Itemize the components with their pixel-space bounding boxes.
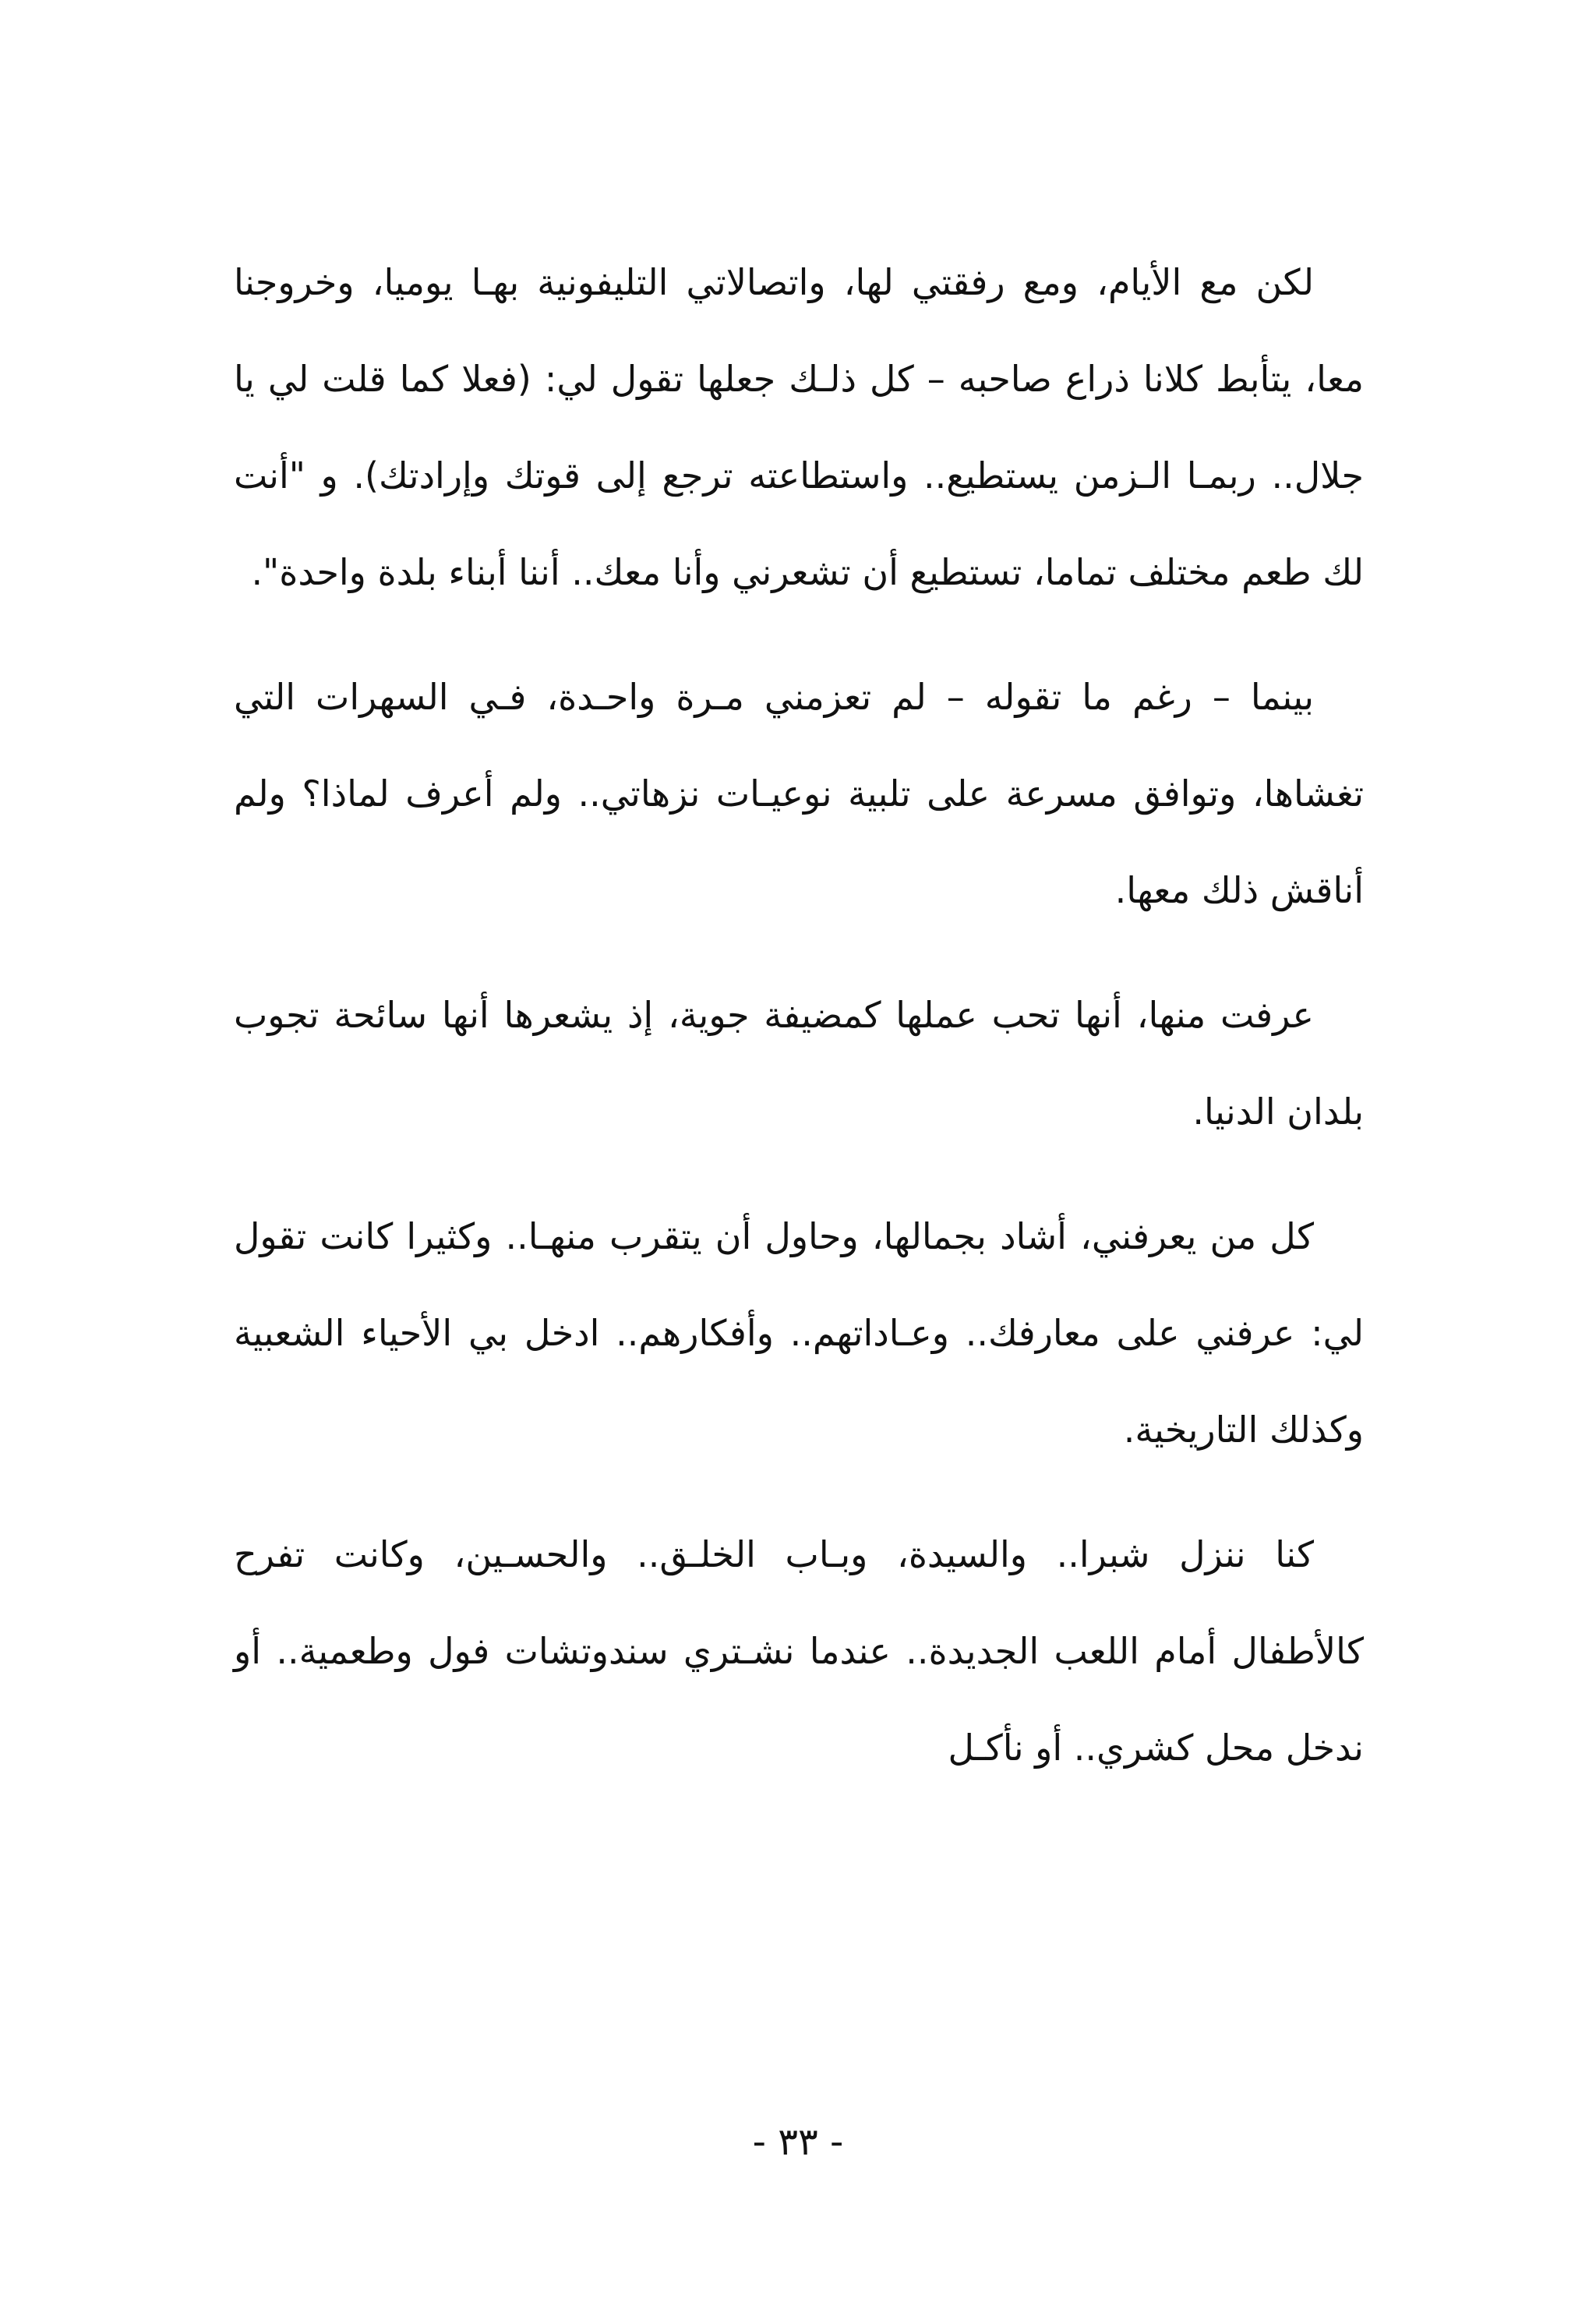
- paragraph: عرفت منها، أنها تحب عملها كمضيفة جوية، إذ يشعرها أنها سائحة تجوب بلدان الدنيا.: [234, 994, 1364, 1133]
- paragraph: لكن مع الأيام، ومع رفقتي لها، واتصالاتي التليفونية بهـا يوميا، وخروجنا معا، يتأبط كلانا ذراع صاحبه – كل ذلـك جعلها تقول لي: (فعلا كما قلت لي يا جلال.. ربمـا الـزمن يستطيع.. واستطاعته ترجع إلى قوتك وإرادتك). و "أنت لك طعم مختلف تماما، تستطيع أن تشعرني وأنا معك.. أننا أبناء بلدة واحدة".: [234, 261, 1364, 593]
- body-text: [234, 234, 1364, 1824]
- paragraph: كل من يعرفني، أشاد بجمالها، وحاول أن يتقرب منهـا.. وكثيرا كانت تقول لي: عرفني على معارفك.. وعـاداتهم.. وأفكارهم.. ادخل بي الأحياء الشعبية وكذلك التاريخية.: [234, 1215, 1364, 1451]
- paragraph: كنا ننزل شبرا.. والسيدة، وبـاب الخلـق.. والحسـين، وكانت تفرح كالأطفال أمام اللعب الجديدة.. عندما نشـتري سندوتشات فول وطعمية.. أو ندخل محل كشري.. أو نأكـل: [234, 1533, 1364, 1769]
- page-number: - ٣٣ -: [752, 2120, 844, 2164]
- paragraph: بينما – رغم ما تقوله – لم تعزمني مـرة واحـدة، فـي السهرات التي تغشاها، وتوافق مسرعة على تلبية نوعيـات نزهاتي.. ولم أعرف لماذا؟ ولم أناقش ذلك معها.: [234, 676, 1364, 911]
